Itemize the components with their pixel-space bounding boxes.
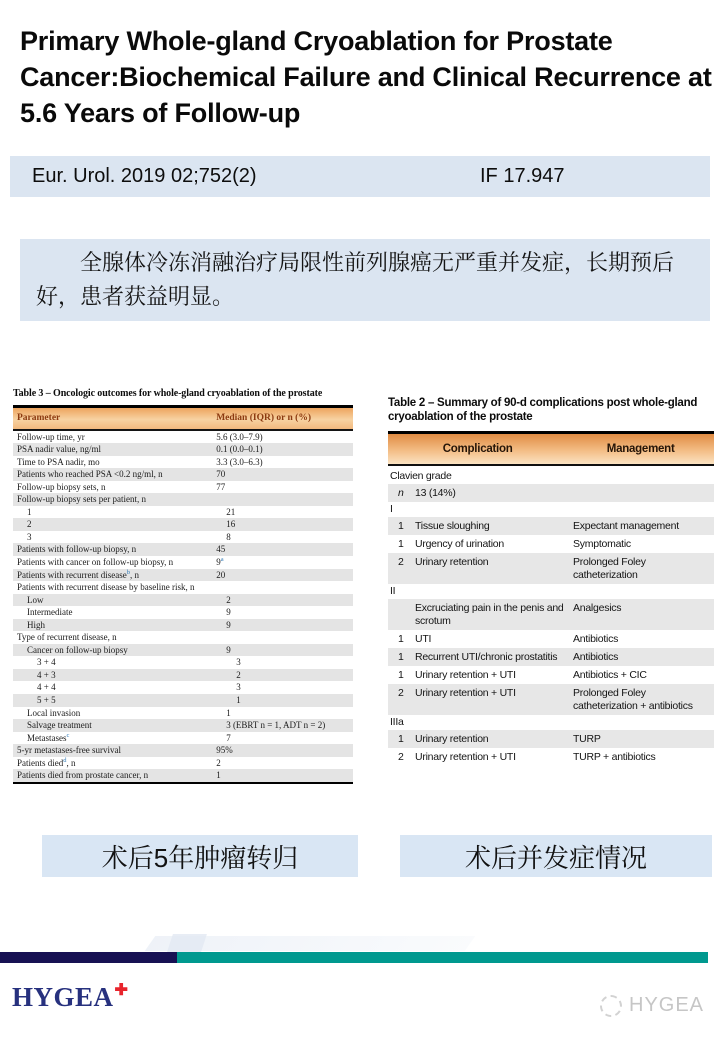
table-row: 1 21 <box>27 506 236 517</box>
table-row: 3 + 4 3 <box>37 657 241 668</box>
ghost-decoration-small <box>167 934 207 952</box>
slide-title: Primary Whole-gland Cryoablation for Prostate Cancer:Biochemical Failure and Clinical Recurrence at 5.6 Years of Follow-up <box>20 26 712 128</box>
table-row: Local invasion 1 <box>27 707 231 718</box>
table2-header-row <box>388 431 714 466</box>
complications-table <box>388 397 714 766</box>
hygea-logo-text: HYGEA <box>12 982 114 1012</box>
table2-title: Table 2 – Summary of 90-d complications post whole-gland cryoablation of the prostate <box>388 397 698 423</box>
table-row: n 13 (14%) <box>388 484 714 502</box>
oncologic-outcomes-table <box>13 388 353 784</box>
table-row: 2 Urinary retention + UTI Prolonged Foley catheterization + antibiotics <box>388 684 714 715</box>
caption-oncologic-outcomes <box>42 835 358 877</box>
table-row: 4 + 4 3 <box>37 682 241 693</box>
summary-box <box>20 239 710 321</box>
table-row: Patients with recurrent disease by baseline risk, n <box>17 582 195 593</box>
hygea-watermark <box>600 994 704 1017</box>
table-row: Patients died$^d$, n 2 <box>17 756 221 768</box>
table-section-row: Clavien grade <box>390 470 452 482</box>
table-row: 1 Urgency of urination Symptomatic <box>398 537 631 550</box>
table-row: Time to PSA nadir, mo 3.3 (3.0–6.3) <box>17 456 263 467</box>
table-row: High 9 <box>13 619 353 632</box>
table-row: Excruciating pain in the penis and scrotum Analgesics <box>388 599 714 630</box>
table-row: 1 Urinary retention + UTI Antibiotics + CIC <box>398 668 647 681</box>
citation-bar <box>10 156 710 197</box>
table-row: Patients with follow-up biopsy, n 45 <box>13 543 353 556</box>
table-row: 1 Tissue sloughing Expectant management <box>388 517 714 535</box>
caption-complications <box>400 835 712 877</box>
complications-table-rows <box>388 466 714 766</box>
table-row: Type of recurrent disease, n <box>17 632 117 643</box>
table-row: Patients who reached PSA <0.2 ng/ml, n 70 <box>13 468 353 481</box>
hygea-watermark-icon <box>600 995 622 1017</box>
impact-factor: IF 17.947 <box>480 165 565 187</box>
table-row: Cancer on follow-up biopsy 9 <box>13 644 353 657</box>
table-row: Follow-up biopsy sets, n 77 <box>17 481 226 492</box>
table2-col-management: Management <box>606 443 675 455</box>
table-row: Patients died from prostate cancer, n 1 <box>13 769 353 782</box>
table-row: 2 16 <box>13 518 353 531</box>
footer-bar-teal <box>177 952 708 963</box>
table-row: Metastases$^c$ 7 <box>27 731 231 743</box>
summary-text: 全腺体冷冻消融治疗局限性前列腺癌无严重并发症，长期预后好，患者获益明显。 <box>36 249 675 309</box>
table-row: 3 8 <box>27 531 231 542</box>
table-section-row: IIIa <box>390 716 404 728</box>
table3-col-parameter: Parameter <box>17 413 61 423</box>
hygea-watermark-text: HYGEA <box>629 994 705 1016</box>
table3-title: Table 3 – Oncologic outcomes for whole-gland cryoablation of the prostate <box>13 388 323 399</box>
table-row: 2 Urinary retention + UTI TURP + antibiotics <box>398 750 656 763</box>
table-row: Follow-up time, yr 5.6 (3.0–7.9) <box>17 431 263 442</box>
footer-bar-navy <box>0 952 177 963</box>
table-row: Patients with recurrent disease$^b$, n 20 <box>13 569 353 582</box>
table-row: 1 Urinary retention TURP <box>388 730 714 748</box>
table-row: 5 + 5 1 <box>13 694 353 707</box>
table-section-row: I <box>390 503 393 515</box>
table2-col-complication: Complication <box>442 443 513 455</box>
table-row: Low 2 <box>13 594 353 607</box>
table-row: 2 Urinary retention Prolonged Foley catheterization <box>388 553 714 584</box>
table-row: Follow-up biopsy sets per patient, n <box>13 493 353 506</box>
table3-col-value: Median (IQR) or n (%) <box>216 413 312 423</box>
table-row: Salvage treatment 3 (EBRT n = 1, ADT n = 2) <box>13 719 353 732</box>
caption-right-text: 术后并发症情况 <box>464 842 647 873</box>
citation-journal: Eur. Urol. 2019 02;752(2) <box>32 165 257 187</box>
table-row: 4 + 3 2 <box>13 669 353 682</box>
table-row: Patients with cancer on follow-up biopsy, n 9$^a$ <box>17 555 224 567</box>
table-section-row: II <box>390 585 396 597</box>
table-row: PSA nadir value, ng/ml 0.1 (0.0–0.1) <box>13 443 353 456</box>
table-row: Intermediate 9 <box>27 607 231 618</box>
red-cross-icon: ✚ <box>114 982 129 999</box>
table-row: 1 UTI Antibiotics <box>398 632 619 645</box>
table-row: 5-yr metastases-free survival 95% <box>13 744 353 757</box>
table-row: 1 Recurrent UTI/chronic prostatitis Antibiotics <box>388 648 714 666</box>
oncologic-table-rows <box>13 431 353 784</box>
table3-header-row <box>13 405 353 431</box>
hygea-logo <box>12 982 127 1013</box>
caption-left-text: 术后5年肿瘤转归 <box>101 842 299 873</box>
